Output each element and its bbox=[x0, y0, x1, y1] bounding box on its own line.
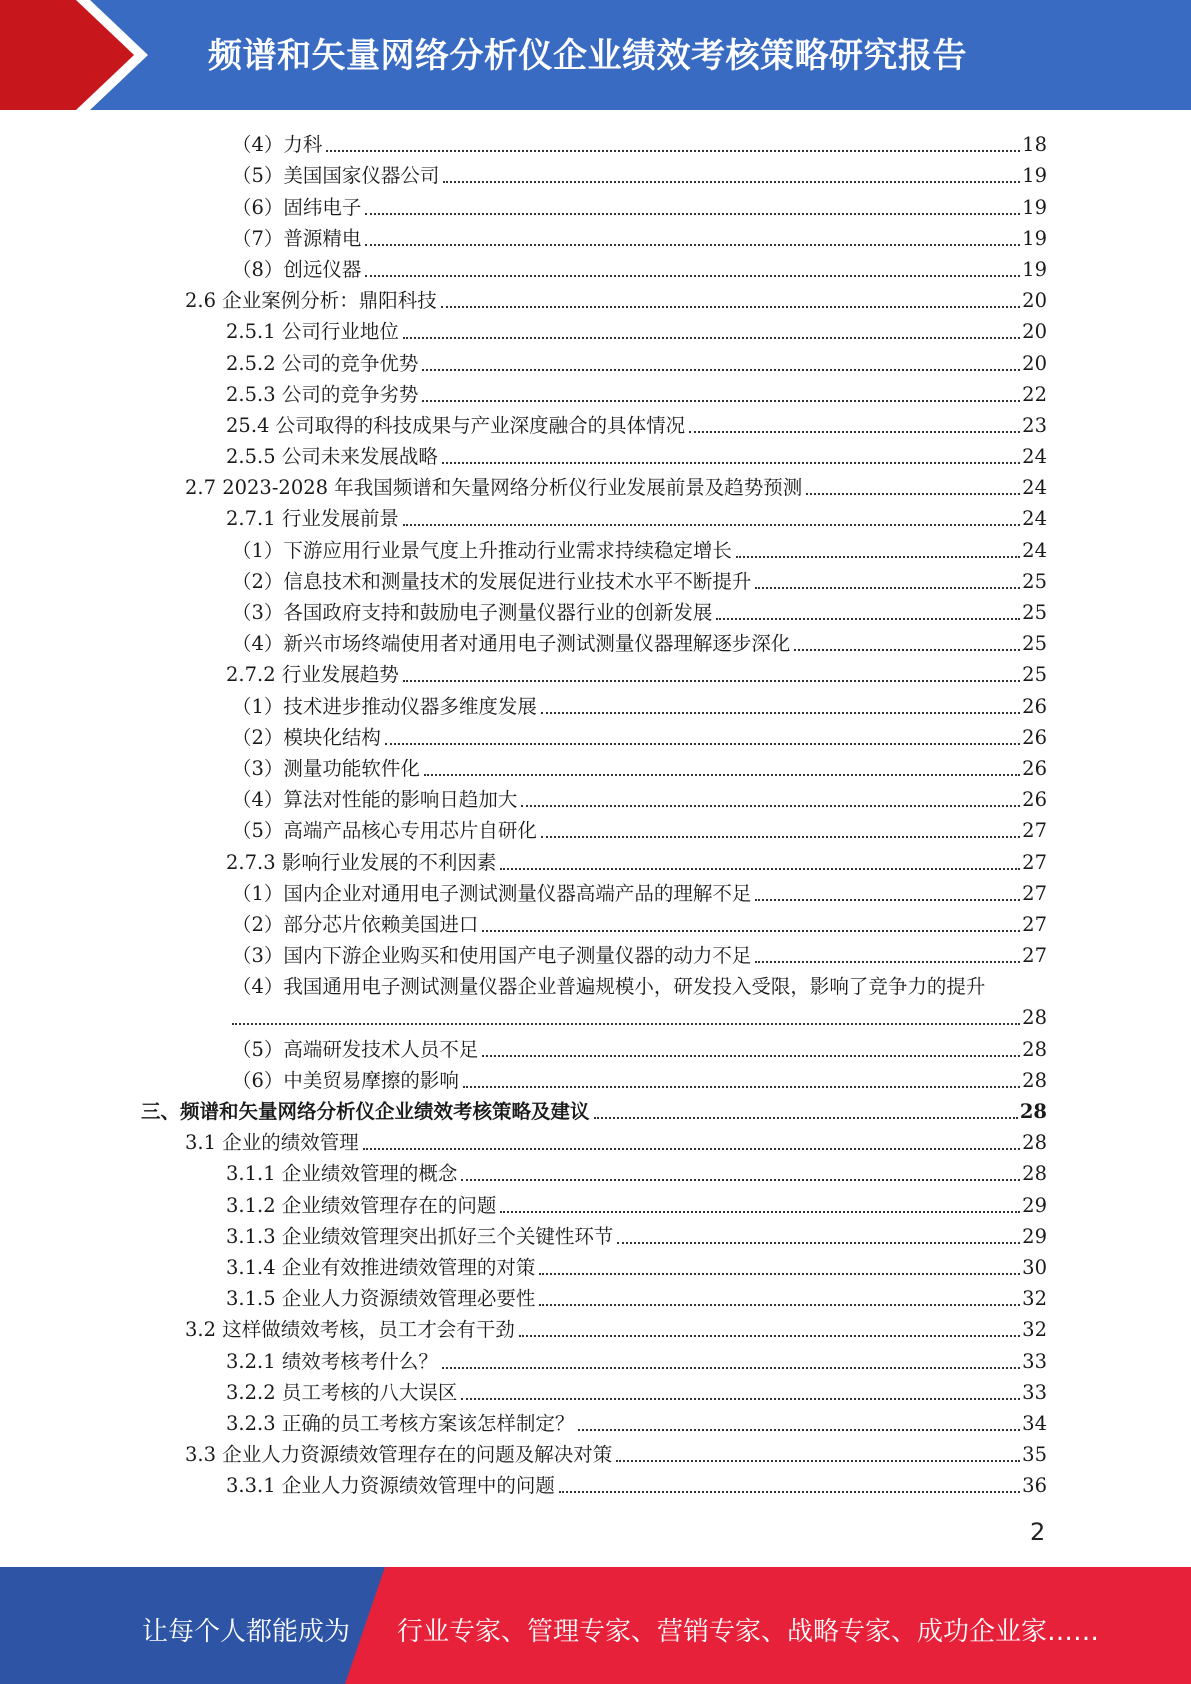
toc-leader-dots bbox=[441, 305, 1020, 308]
report-header bbox=[0, 0, 1191, 110]
toc-leader-dots bbox=[755, 960, 1020, 963]
toc-leader-dots bbox=[403, 523, 1020, 526]
toc-entry[interactable] bbox=[0, 938, 1047, 969]
toc-leader-dots bbox=[559, 1490, 1020, 1493]
toc-entry-page: 26 bbox=[1022, 756, 1047, 780]
toc-entry-label: （7）普源精电 bbox=[232, 226, 362, 250]
toc-entry-page: 23 bbox=[1022, 413, 1047, 437]
toc-entry-page: 25 bbox=[1022, 601, 1047, 624]
toc-entry-label: （2）信息技术和测量技术的发展促进行业技术水平不断提升 bbox=[232, 569, 752, 593]
toc-leader-dots bbox=[578, 1428, 1020, 1431]
toc-entry[interactable] bbox=[0, 127, 1047, 158]
toc-entry[interactable] bbox=[0, 1156, 1047, 1187]
toc-entry-page: 36 bbox=[1022, 1474, 1047, 1498]
toc-leader-dots bbox=[519, 1334, 1020, 1337]
toc-leader-dots bbox=[443, 180, 1020, 183]
toc-entry-label: （5）高端产品核心专用芯片自研化 bbox=[232, 819, 537, 843]
toc-entry[interactable] bbox=[0, 1406, 1047, 1437]
toc-leader-dots bbox=[541, 711, 1020, 714]
toc-entry-label: 2.7.2 行业发展趋势 bbox=[226, 663, 399, 687]
toc-entry-page: 28 bbox=[1022, 1131, 1047, 1155]
toc-entry[interactable] bbox=[0, 1312, 1047, 1343]
page-number: 2 bbox=[1030, 1518, 1046, 1546]
toc-entry-page: 19 bbox=[1022, 257, 1047, 281]
toc-entry-label: 2.5.3 公司的竞争劣势 bbox=[226, 382, 419, 406]
toc-leader-dots bbox=[442, 1366, 1020, 1369]
toc-entry[interactable] bbox=[0, 1219, 1047, 1250]
toc-entry-label: 2.5.1 公司行业地位 bbox=[226, 320, 399, 344]
toc-entry-label: 25.4 公司取得的科技成果与产业深度融合的具体情况 bbox=[226, 413, 686, 437]
toc-leader-dots bbox=[482, 929, 1020, 932]
toc-leader-dots bbox=[755, 586, 1020, 589]
toc-entry-page: 20 bbox=[1022, 289, 1047, 313]
toc-entry-page: 28 bbox=[1022, 1006, 1047, 1030]
toc-entry-page: 26 bbox=[1022, 694, 1047, 718]
toc-entry-page: 24 bbox=[1022, 507, 1047, 531]
toc-entry-label: （3）测量功能软件化 bbox=[232, 756, 420, 780]
toc-entry-label: 3.1.3 企业绩效管理突出抓好三个关键性环节 bbox=[226, 1224, 614, 1248]
toc-entry[interactable] bbox=[0, 345, 1047, 376]
toc-entry-page: 26 bbox=[1022, 725, 1047, 749]
toc-entry-page: 27 bbox=[1022, 944, 1047, 968]
toc-entry-label: 3.1 企业的绩效管理 bbox=[185, 1131, 359, 1155]
report-title: 频谱和矢量网络分析仪企业绩效考核策略研究报告 bbox=[208, 36, 967, 76]
toc-leader-dots bbox=[422, 399, 1020, 402]
toc-entry-label: 3.1.2 企业绩效管理存在的问题 bbox=[226, 1193, 497, 1217]
toc-entry[interactable] bbox=[0, 439, 1047, 470]
toc-entry[interactable] bbox=[0, 252, 1047, 283]
toc-entry[interactable] bbox=[0, 657, 1047, 688]
toc-entry-page: 24 bbox=[1022, 445, 1047, 469]
toc-entry-label: 2.7 2023-2028 年我国频谱和矢量网络分析仪行业发展前景及趋势预测 bbox=[185, 476, 803, 500]
toc-entry[interactable] bbox=[0, 1187, 1047, 1218]
toc-entry-label: 2.7.3 影响行业发展的不利因素 bbox=[226, 850, 497, 874]
toc-entry-label: （4）新兴市场终端使用者对通用电子测试测量仪器理解逐步深化 bbox=[232, 632, 791, 656]
toc-entry-continuation[interactable] bbox=[0, 1000, 1047, 1031]
toc-entry[interactable] bbox=[0, 501, 1047, 532]
toc-leader-dots bbox=[617, 1241, 1020, 1244]
toc-entry[interactable] bbox=[0, 1437, 1047, 1468]
toc-leader-dots bbox=[385, 742, 1020, 745]
toc-leader-dots bbox=[521, 804, 1020, 807]
toc-entry-page: 22 bbox=[1022, 382, 1047, 406]
toc-entry-label: 3.2 这样做绩效考核，员工才会有干劲 bbox=[185, 1318, 515, 1342]
toc-entry-page: 20 bbox=[1022, 351, 1047, 375]
toc-leader-dots bbox=[794, 648, 1020, 651]
toc-entry-page: 19 bbox=[1022, 195, 1047, 219]
toc-entry-label: 3.3 企业人力资源绩效管理存在的问题及解决对策 bbox=[185, 1443, 613, 1467]
toc-leader-dots bbox=[365, 274, 1020, 277]
toc-leader-dots bbox=[424, 773, 1020, 776]
header-arrow-logo bbox=[0, 0, 160, 110]
toc-entry-label: （2）模块化结构 bbox=[232, 725, 381, 749]
toc-leader-dots bbox=[365, 212, 1020, 215]
toc-leader-dots bbox=[736, 555, 1020, 558]
toc-entry-page: 29 bbox=[1022, 1193, 1047, 1217]
toc-entry[interactable] bbox=[0, 751, 1047, 782]
toc-entry[interactable] bbox=[0, 688, 1047, 719]
toc-entry-page: 32 bbox=[1022, 1287, 1047, 1311]
toc-entry-label: （4）力科 bbox=[232, 133, 323, 157]
toc-entry-page: 33 bbox=[1022, 1380, 1047, 1404]
toc-entry[interactable] bbox=[0, 408, 1047, 439]
toc-entry-label: （4）算法对性能的影响日趋加大 bbox=[232, 788, 518, 812]
footer-slogan-right: 行业专家、管理专家、营销专家、战略专家、成功企业家…… bbox=[397, 1617, 1100, 1647]
toc-entry-label: （3）各国政府支持和鼓励电子测量仪器行业的创新发展 bbox=[232, 601, 713, 624]
toc-entry-page: 18 bbox=[1022, 133, 1047, 157]
report-footer bbox=[0, 1567, 1191, 1684]
toc-entry-label: （5）高端研发技术人员不足 bbox=[232, 1037, 479, 1061]
toc-entry[interactable] bbox=[0, 1375, 1047, 1406]
toc-leader-dots bbox=[689, 430, 1020, 433]
toc-leader-dots bbox=[500, 867, 1020, 870]
toc-entry-label: 2.5.5 公司未来发展战略 bbox=[226, 445, 438, 469]
toc-entry-page: 34 bbox=[1022, 1411, 1047, 1435]
toc-entry[interactable] bbox=[0, 1125, 1047, 1156]
toc-leader-dots bbox=[755, 898, 1020, 901]
toc-entry-page: 25 bbox=[1022, 632, 1047, 656]
toc-entry[interactable] bbox=[0, 969, 1191, 1000]
toc-entry-page: 29 bbox=[1022, 1224, 1047, 1248]
toc-entry[interactable] bbox=[0, 1250, 1047, 1281]
toc-entry-page: 19 bbox=[1022, 226, 1047, 250]
toc-entry-label: 2.6 企业案例分析：鼎阳科技 bbox=[185, 289, 437, 313]
toc-leader-dots bbox=[363, 1147, 1020, 1150]
toc-entry-page: 28 bbox=[1022, 1068, 1047, 1092]
footer-slogan-left: 让每个人都能成为 bbox=[142, 1617, 351, 1647]
toc-leader-dots bbox=[500, 1210, 1020, 1213]
toc-entry-page: 28 bbox=[1022, 1162, 1047, 1186]
toc-entry[interactable] bbox=[0, 782, 1047, 813]
toc-entry-label: （1）下游应用行业景气度上升推动行业需求持续稳定增长 bbox=[232, 538, 732, 562]
toc-entry-label: （1）国内企业对通用电子测试测量仪器高端产品的理解不足 bbox=[232, 881, 752, 905]
toc-entry-page: 35 bbox=[1022, 1443, 1047, 1467]
toc-entry-page: 24 bbox=[1022, 538, 1047, 562]
toc-entry-label: （3）国内下游企业购买和使用国产电子测量仪器的动力不足 bbox=[232, 944, 752, 968]
toc-entry-label: （5）美国国家仪器公司 bbox=[232, 164, 440, 188]
toc-entry[interactable] bbox=[0, 1031, 1047, 1062]
toc-entry[interactable] bbox=[0, 1468, 1047, 1499]
toc-entry-label: （2）部分芯片依赖美国进口 bbox=[232, 912, 479, 936]
toc-leader-dots bbox=[365, 243, 1020, 246]
toc-leader-dots bbox=[616, 1459, 1020, 1462]
toc-leader-dots bbox=[463, 1085, 1020, 1088]
toc-entry-label: 3.1.1 企业绩效管理的概念 bbox=[226, 1162, 458, 1186]
toc-entry[interactable] bbox=[0, 377, 1047, 408]
toc-entry-label: （6）中美贸易摩擦的影响 bbox=[232, 1068, 459, 1092]
toc-entry-label: 3.1.4 企业有效推进绩效管理的对策 bbox=[226, 1255, 536, 1279]
toc-entry-page: 28 bbox=[1019, 1100, 1047, 1123]
toc-entry-page: 30 bbox=[1022, 1255, 1047, 1279]
toc-entry-page: 27 bbox=[1022, 881, 1047, 905]
toc-entry-page: 27 bbox=[1022, 912, 1047, 936]
toc-leader-dots bbox=[326, 149, 1020, 152]
toc-leader-dots bbox=[232, 1022, 1020, 1025]
toc-leader-dots bbox=[461, 1397, 1020, 1400]
toc-leader-dots bbox=[594, 1116, 1018, 1119]
toc-leader-dots bbox=[539, 1272, 1020, 1275]
toc-chapter-entry[interactable] bbox=[0, 1094, 1047, 1125]
toc-entry[interactable] bbox=[0, 720, 1047, 751]
toc-entry[interactable] bbox=[0, 1063, 1047, 1094]
toc-entry[interactable] bbox=[0, 626, 1047, 657]
toc-leader-dots bbox=[422, 368, 1020, 371]
toc-entry-page: 25 bbox=[1022, 663, 1047, 687]
toc-entry-label: （6）固纬电子 bbox=[232, 195, 362, 219]
toc-leader-dots bbox=[403, 336, 1020, 339]
toc-entry-label: 三、频谱和矢量网络分析仪企业绩效考核策略及建议 bbox=[141, 1100, 590, 1123]
toc-entry-label: （8）创远仪器 bbox=[232, 257, 362, 281]
toc-entry[interactable] bbox=[0, 595, 1047, 626]
toc-entry[interactable] bbox=[0, 283, 1047, 314]
toc-entry[interactable] bbox=[0, 564, 1047, 595]
toc-entry-page: 20 bbox=[1022, 320, 1047, 344]
toc-entry-page: 28 bbox=[1022, 1037, 1047, 1061]
toc-leader-dots bbox=[716, 617, 1020, 620]
toc-entry-label: 2.5.2 公司的竞争优势 bbox=[226, 351, 419, 375]
toc-leader-dots bbox=[541, 835, 1020, 838]
toc-leader-dots bbox=[442, 461, 1020, 464]
toc-leader-dots bbox=[539, 1303, 1020, 1306]
toc-entry-label: 2.7.1 行业发展前景 bbox=[226, 507, 399, 531]
toc-entry[interactable] bbox=[0, 1281, 1047, 1312]
toc-entry-page: 26 bbox=[1022, 788, 1047, 812]
toc-entry-label: （1）技术进步推动仪器多维度发展 bbox=[232, 694, 537, 718]
toc-entry[interactable] bbox=[0, 470, 1047, 501]
toc-entry[interactable] bbox=[0, 844, 1047, 875]
toc-entry[interactable] bbox=[0, 876, 1047, 907]
toc-leader-dots bbox=[806, 492, 1020, 495]
toc-entry[interactable] bbox=[0, 158, 1047, 189]
toc-entry-page: 33 bbox=[1022, 1349, 1047, 1373]
toc-entry-label: 3.2.2 员工考核的八大误区 bbox=[226, 1380, 458, 1404]
toc-entry[interactable] bbox=[0, 1343, 1047, 1374]
table-of-contents bbox=[0, 127, 1191, 1499]
toc-entry[interactable] bbox=[0, 907, 1047, 938]
toc-entry-page: 27 bbox=[1022, 850, 1047, 874]
toc-leader-dots bbox=[461, 1178, 1020, 1181]
toc-leader-dots bbox=[403, 679, 1020, 682]
toc-entry-label: 3.2.3 正确的员工考核方案该怎样制定？ bbox=[226, 1411, 575, 1435]
toc-entry-page: 32 bbox=[1022, 1318, 1047, 1342]
toc-entry-label: 3.1.5 企业人力资源绩效管理必要性 bbox=[226, 1287, 536, 1311]
toc-entry[interactable] bbox=[0, 189, 1047, 220]
toc-entry-page: 25 bbox=[1022, 569, 1047, 593]
toc-entry[interactable] bbox=[0, 221, 1047, 252]
toc-entry-page: 27 bbox=[1022, 819, 1047, 843]
toc-entry-page: 24 bbox=[1022, 476, 1047, 500]
toc-leader-dots bbox=[482, 1054, 1020, 1057]
toc-entry[interactable] bbox=[0, 813, 1047, 844]
toc-entry-page: 19 bbox=[1022, 164, 1047, 188]
toc-entry-label: 3.3.1 企业人力资源绩效管理中的问题 bbox=[226, 1474, 555, 1498]
toc-entry[interactable] bbox=[0, 532, 1047, 563]
toc-entry[interactable] bbox=[0, 314, 1047, 345]
toc-entry-label: 3.2.1 绩效考核考什么？ bbox=[226, 1349, 438, 1373]
toc-entry-label: （4）我国通用电子测试测量仪器企业普遍规模小，研发投入受限，影响了竞争力的提升 bbox=[232, 975, 986, 999]
